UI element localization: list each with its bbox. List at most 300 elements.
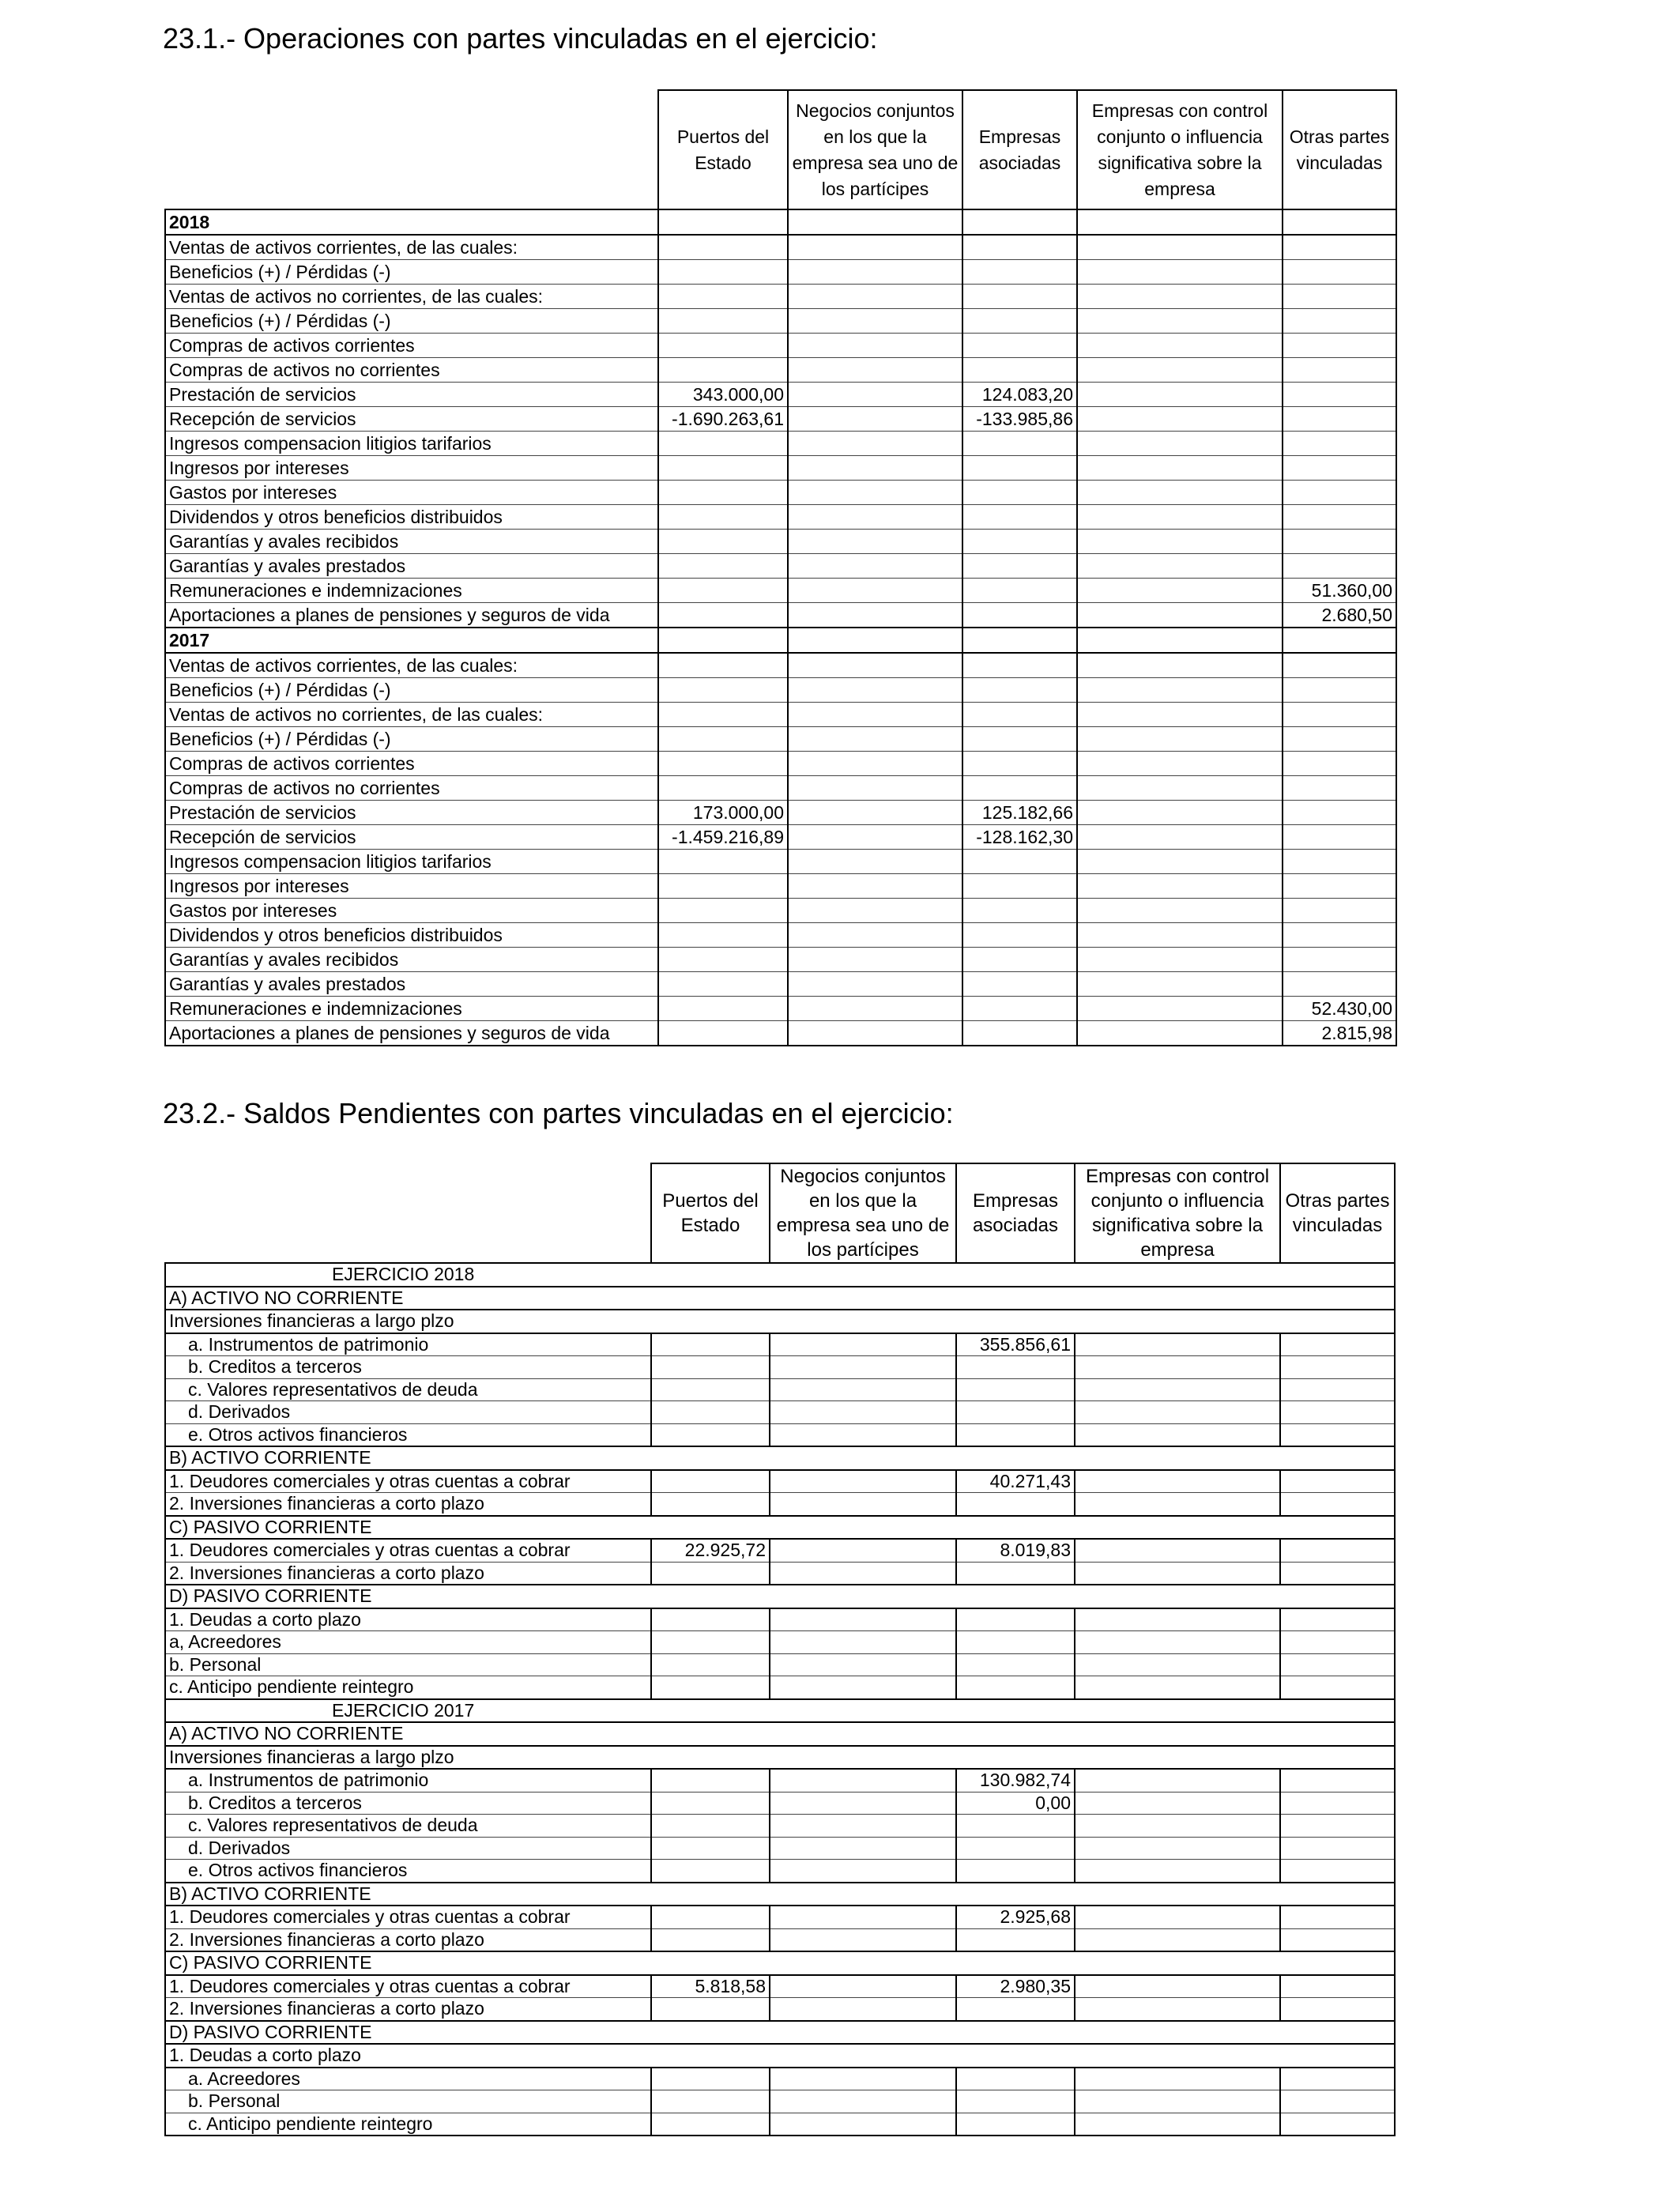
value-cell <box>1077 235 1283 260</box>
value-cell <box>1075 1769 1280 1792</box>
value-cell <box>788 579 962 603</box>
row-label: a. Instrumentos de patrimonio <box>165 1333 651 1356</box>
value-cell <box>1077 678 1283 703</box>
value-cell <box>962 309 1077 334</box>
table-row <box>165 923 1396 948</box>
header-otras-partes-vinculadas: Otras partes vinculadas <box>1283 90 1396 209</box>
value-cell <box>788 481 962 505</box>
year-row <box>165 628 1396 653</box>
value-cell <box>770 1493 956 1516</box>
value-cell <box>651 1608 770 1631</box>
header-empresas-control-conjunto: Empresas con control conjunto o influencia significativa sobre la empresa <box>1077 90 1283 209</box>
value-cell <box>1283 309 1396 334</box>
row-label: C) PASIVO CORRIENTE <box>165 1951 1395 1975</box>
value-cell <box>1075 1333 1280 1356</box>
value-cell <box>788 727 962 752</box>
value-cell <box>1280 1356 1395 1379</box>
value-cell <box>658 628 788 653</box>
value-cell <box>658 948 788 972</box>
row-label: Compras de activos corrientes <box>165 334 658 358</box>
value-cell <box>651 1562 770 1585</box>
value-cell <box>962 899 1077 923</box>
value-cell <box>1077 752 1283 776</box>
value-cell <box>770 1906 956 1928</box>
header-negocios-conjuntos: Negocios conjuntos en los que la empresa sea uno de los partícipes <box>788 90 962 209</box>
table-row <box>165 456 1396 481</box>
table-row <box>165 850 1396 874</box>
value-cell <box>956 1401 1075 1424</box>
value-cell <box>1075 1631 1280 1654</box>
row-label: 1. Deudas a corto plazo <box>165 2044 1395 2068</box>
value-cell <box>1283 260 1396 285</box>
header-puertos-del-estado: Puertos del Estado <box>658 90 788 209</box>
value-cell <box>651 1631 770 1654</box>
value-cell <box>1077 850 1283 874</box>
table-row <box>165 899 1396 923</box>
value-cell <box>962 358 1077 383</box>
row-label: Inversiones financieras a largo plzo <box>165 1746 1395 1770</box>
value-cell <box>788 923 962 948</box>
value-cell <box>788 603 962 628</box>
value-cell <box>788 703 962 727</box>
row-label: b. Personal <box>165 2090 651 2113</box>
value-cell <box>788 505 962 530</box>
value-cell: 40.271,43 <box>956 1470 1075 1493</box>
value-cell <box>1283 334 1396 358</box>
value-cell <box>1075 1906 1280 1928</box>
table-row <box>165 825 1396 850</box>
table-row <box>165 1769 1395 1792</box>
value-cell <box>658 727 788 752</box>
value-cell <box>658 260 788 285</box>
value-cell <box>1075 1653 1280 1676</box>
section-row <box>165 1746 1395 1770</box>
value-cell <box>788 653 962 678</box>
row-label: 2017 <box>165 628 658 653</box>
value-cell <box>1075 1493 1280 1516</box>
value-cell <box>1077 285 1283 309</box>
value-cell <box>651 1815 770 1838</box>
value-cell <box>956 1608 1075 1631</box>
value-cell <box>1077 703 1283 727</box>
value-cell <box>1280 1493 1395 1516</box>
table-row <box>165 1998 1395 2021</box>
value-cell <box>956 1493 1075 1516</box>
table-row <box>165 309 1396 334</box>
value-cell <box>651 1470 770 1493</box>
section-2-title: 23.2.- Saldos Pendientes con partes vinculadas en el ejercicio: <box>163 1097 954 1129</box>
table-row <box>165 727 1396 752</box>
row-label: EJERCICIO 2018 <box>165 1263 1395 1287</box>
value-cell: -128.162,30 <box>962 825 1077 850</box>
row-label: Compras de activos no corrientes <box>165 776 658 801</box>
value-cell <box>1280 1928 1395 1951</box>
value-cell <box>658 997 788 1021</box>
value-cell <box>956 2090 1075 2113</box>
value-cell <box>1283 653 1396 678</box>
row-label: Beneficios (+) / Pérdidas (-) <box>165 678 658 703</box>
value-cell <box>1283 285 1396 309</box>
value-cell <box>1077 505 1283 530</box>
value-cell <box>1280 1401 1395 1424</box>
row-label: Remuneraciones e indemnizaciones <box>165 579 658 603</box>
value-cell <box>788 285 962 309</box>
header-blank-cell <box>165 1163 651 1263</box>
value-cell <box>1283 432 1396 456</box>
value-cell <box>1077 554 1283 579</box>
value-cell <box>1075 1815 1280 1838</box>
row-label: 1. Deudores comerciales y otras cuentas a cobrar <box>165 1539 651 1562</box>
value-cell <box>658 603 788 628</box>
row-label: 2. Inversiones financieras a corto plazo <box>165 1562 651 1585</box>
value-cell <box>1283 209 1396 235</box>
row-label: Garantías y avales prestados <box>165 554 658 579</box>
value-cell <box>1075 1860 1280 1883</box>
value-cell <box>962 678 1077 703</box>
value-cell <box>770 1860 956 1883</box>
value-cell <box>1283 801 1396 825</box>
table-row <box>165 1676 1395 1699</box>
table-row <box>165 997 1396 1021</box>
value-cell <box>788 1021 962 1046</box>
value-cell <box>651 1378 770 1401</box>
table-row <box>165 874 1396 899</box>
table-row <box>165 554 1396 579</box>
value-cell <box>1077 899 1283 923</box>
value-cell <box>1283 505 1396 530</box>
row-label: Prestación de servicios <box>165 801 658 825</box>
table-row <box>165 1860 1395 1883</box>
value-cell <box>1077 874 1283 899</box>
value-cell: -133.985,86 <box>962 407 1077 432</box>
row-label: C) PASIVO CORRIENTE <box>165 1516 1395 1540</box>
header-row <box>165 1163 1395 1263</box>
value-cell: 22.925,72 <box>651 1539 770 1562</box>
value-cell <box>770 1928 956 1951</box>
value-cell <box>651 1928 770 1951</box>
value-cell <box>658 776 788 801</box>
value-cell <box>1283 972 1396 997</box>
value-cell <box>651 2113 770 2136</box>
value-cell <box>1077 358 1283 383</box>
value-cell <box>1077 334 1283 358</box>
value-cell: 173.000,00 <box>658 801 788 825</box>
table-row <box>165 235 1396 260</box>
table-row <box>165 1631 1395 1654</box>
table-row <box>165 1608 1395 1631</box>
table-row <box>165 1401 1395 1424</box>
value-cell <box>651 1837 770 1860</box>
value-cell <box>1077 825 1283 850</box>
value-cell <box>658 309 788 334</box>
row-label: Recepción de servicios <box>165 407 658 432</box>
row-label: 2. Inversiones financieras a corto plazo <box>165 1998 651 2021</box>
value-cell <box>956 1653 1075 1676</box>
value-cell <box>788 209 962 235</box>
value-cell <box>1280 1860 1395 1883</box>
row-label: Ventas de activos corrientes, de las cuales: <box>165 235 658 260</box>
section-row <box>165 1585 1395 1608</box>
table-row <box>165 1356 1395 1379</box>
value-cell: 343.000,00 <box>658 383 788 407</box>
value-cell <box>658 209 788 235</box>
row-label: Garantías y avales recibidos <box>165 948 658 972</box>
value-cell <box>1280 1539 1395 1562</box>
value-cell <box>651 1333 770 1356</box>
value-cell: 2.815,98 <box>1283 1021 1396 1046</box>
balances-table-body <box>165 1263 1395 2136</box>
table-row <box>165 1837 1395 1860</box>
row-label: Ingresos por intereses <box>165 874 658 899</box>
value-cell <box>788 235 962 260</box>
value-cell <box>658 432 788 456</box>
value-cell <box>788 309 962 334</box>
year-row <box>165 1263 1395 1287</box>
value-cell: 124.083,20 <box>962 383 1077 407</box>
table-row <box>165 407 1396 432</box>
value-cell <box>1280 1562 1395 1585</box>
table-row <box>165 603 1396 628</box>
value-cell <box>1283 825 1396 850</box>
value-cell <box>658 923 788 948</box>
value-cell <box>1280 1792 1395 1815</box>
row-label: D) PASIVO CORRIENTE <box>165 1585 1395 1608</box>
table-row <box>165 579 1396 603</box>
table-row <box>165 1470 1395 1493</box>
value-cell <box>1077 997 1283 1021</box>
value-cell <box>788 776 962 801</box>
value-cell <box>770 1378 956 1401</box>
value-cell <box>658 285 788 309</box>
value-cell <box>1075 1562 1280 1585</box>
row-label: 2. Inversiones financieras a corto plazo <box>165 1928 651 1951</box>
row-label: Ventas de activos no corrientes, de las cuales: <box>165 703 658 727</box>
row-label: Dividendos y otros beneficios distribuidos <box>165 923 658 948</box>
value-cell <box>658 579 788 603</box>
value-cell <box>770 2068 956 2090</box>
header-puertos-del-estado: Puertos del Estado <box>651 1163 770 1263</box>
operations-table-body <box>165 209 1396 1046</box>
section-row <box>165 1722 1395 1746</box>
table-row <box>165 703 1396 727</box>
value-cell <box>962 948 1077 972</box>
value-cell <box>770 1653 956 1676</box>
table-row <box>165 1975 1395 1998</box>
value-cell: 125.182,66 <box>962 801 1077 825</box>
value-cell <box>962 579 1077 603</box>
value-cell <box>770 1815 956 1838</box>
value-cell <box>962 456 1077 481</box>
value-cell <box>788 899 962 923</box>
value-cell <box>770 1769 956 1792</box>
value-cell <box>788 432 962 456</box>
row-label: Gastos por intereses <box>165 481 658 505</box>
header-negocios-conjuntos: Negocios conjuntos en los que la empresa sea uno de los partícipes <box>770 1163 956 1263</box>
value-cell <box>658 456 788 481</box>
value-cell <box>1077 923 1283 948</box>
value-cell <box>651 2068 770 2090</box>
value-cell <box>770 1676 956 1699</box>
value-cell <box>770 2090 956 2113</box>
value-cell <box>658 752 788 776</box>
row-label: b. Creditos a terceros <box>165 1356 651 1379</box>
value-cell <box>962 530 1077 554</box>
row-label: Remuneraciones e indemnizaciones <box>165 997 658 1021</box>
value-cell <box>770 1539 956 1562</box>
value-cell <box>770 1401 956 1424</box>
row-label: 2. Inversiones financieras a corto plazo <box>165 1493 651 1516</box>
value-cell <box>651 1906 770 1928</box>
row-label: 1. Deudores comerciales y otras cuentas a cobrar <box>165 1470 651 1493</box>
row-label: Aportaciones a planes de pensiones y seguros de vida <box>165 1021 658 1046</box>
row-label: B) ACTIVO CORRIENTE <box>165 1446 1395 1470</box>
table-row <box>165 358 1396 383</box>
value-cell <box>658 530 788 554</box>
table-row <box>165 1562 1395 1585</box>
value-cell: 2.680,50 <box>1283 603 1396 628</box>
table-row <box>165 1906 1395 1928</box>
table-row <box>165 481 1396 505</box>
value-cell <box>1283 481 1396 505</box>
pending-balances-table <box>164 1163 1396 2136</box>
value-cell <box>1077 481 1283 505</box>
value-cell <box>1075 2068 1280 2090</box>
value-cell <box>1283 407 1396 432</box>
value-cell <box>1280 1998 1395 2021</box>
section-row <box>165 2021 1395 2045</box>
table-row <box>165 334 1396 358</box>
value-cell <box>770 1333 956 1356</box>
value-cell <box>658 874 788 899</box>
value-cell: 8.019,83 <box>956 1539 1075 1562</box>
value-cell <box>962 481 1077 505</box>
year-row <box>165 1699 1395 1723</box>
value-cell <box>770 1998 956 2021</box>
value-cell <box>962 505 1077 530</box>
value-cell <box>651 1860 770 1883</box>
row-label: Beneficios (+) / Pérdidas (-) <box>165 260 658 285</box>
value-cell <box>788 358 962 383</box>
value-cell <box>1280 2090 1395 2113</box>
row-label: 2018 <box>165 209 658 235</box>
value-cell <box>658 899 788 923</box>
header-empresas-asociadas: Empresas asociadas <box>956 1163 1075 1263</box>
value-cell <box>1077 209 1283 235</box>
value-cell <box>1283 752 1396 776</box>
value-cell <box>962 235 1077 260</box>
value-cell <box>1077 456 1283 481</box>
table-row <box>165 1653 1395 1676</box>
row-label: c. Valores representativos de deuda <box>165 1378 651 1401</box>
table-row <box>165 260 1396 285</box>
section-row <box>165 1446 1395 1470</box>
table-row <box>165 383 1396 407</box>
value-cell <box>1283 899 1396 923</box>
value-cell <box>1077 530 1283 554</box>
row-label: Compras de activos corrientes <box>165 752 658 776</box>
value-cell: 51.360,00 <box>1283 579 1396 603</box>
value-cell <box>658 850 788 874</box>
value-cell <box>1283 850 1396 874</box>
value-cell <box>1077 972 1283 997</box>
value-cell <box>1283 358 1396 383</box>
value-cell <box>1077 727 1283 752</box>
value-cell <box>956 2113 1075 2136</box>
value-cell <box>651 1792 770 1815</box>
value-cell <box>788 874 962 899</box>
table-row <box>165 432 1396 456</box>
value-cell <box>788 334 962 358</box>
table-row <box>165 1792 1395 1815</box>
value-cell <box>1075 2113 1280 2136</box>
value-cell <box>770 1356 956 1379</box>
value-cell <box>1280 1653 1395 1676</box>
row-label: Dividendos y otros beneficios distribuidos <box>165 505 658 530</box>
section-row <box>165 1516 1395 1540</box>
value-cell <box>956 1998 1075 2021</box>
value-cell <box>1077 1021 1283 1046</box>
value-cell <box>770 1631 956 1654</box>
value-cell <box>1283 678 1396 703</box>
value-cell <box>1283 948 1396 972</box>
value-cell <box>658 678 788 703</box>
value-cell <box>1280 2113 1395 2136</box>
value-cell <box>962 1021 1077 1046</box>
row-label: A) ACTIVO NO CORRIENTE <box>165 1722 1395 1746</box>
value-cell <box>1075 1792 1280 1815</box>
value-cell: -1.690.263,61 <box>658 407 788 432</box>
table-row <box>165 530 1396 554</box>
value-cell <box>788 628 962 653</box>
value-cell <box>956 1356 1075 1379</box>
value-cell <box>651 1653 770 1676</box>
value-cell: 355.856,61 <box>956 1333 1075 1356</box>
value-cell <box>962 334 1077 358</box>
value-cell: 0,00 <box>956 1792 1075 1815</box>
header-blank-cell <box>165 90 658 209</box>
row-label: b. Personal <box>165 1653 651 1676</box>
value-cell <box>962 874 1077 899</box>
value-cell <box>1077 948 1283 972</box>
row-label: 1. Deudores comerciales y otras cuentas a cobrar <box>165 1906 651 1928</box>
value-cell <box>1077 579 1283 603</box>
value-cell <box>962 209 1077 235</box>
value-cell: 130.982,74 <box>956 1769 1075 1792</box>
value-cell <box>770 1608 956 1631</box>
row-label: Recepción de servicios <box>165 825 658 850</box>
value-cell <box>956 1676 1075 1699</box>
value-cell <box>1280 1676 1395 1699</box>
row-label: c. Anticipo pendiente reintegro <box>165 2113 651 2136</box>
value-cell <box>788 997 962 1021</box>
row-label: 1. Deudas a corto plazo <box>165 1608 651 1631</box>
value-cell <box>962 752 1077 776</box>
value-cell <box>658 972 788 997</box>
table-row <box>165 1815 1395 1838</box>
value-cell <box>1077 628 1283 653</box>
value-cell <box>770 1837 956 1860</box>
value-cell <box>788 407 962 432</box>
header-empresas-control-conjunto: Empresas con control conjunto o influencia significativa sobre la empresa <box>1075 1163 1280 1263</box>
row-label: EJERCICIO 2017 <box>165 1699 1395 1723</box>
table-row <box>165 1493 1395 1516</box>
header-empresas-asociadas: Empresas asociadas <box>962 90 1077 209</box>
value-cell <box>956 1860 1075 1883</box>
value-cell <box>1075 1676 1280 1699</box>
value-cell: 2.980,35 <box>956 1975 1075 1998</box>
value-cell <box>788 801 962 825</box>
value-cell <box>1280 1815 1395 1838</box>
